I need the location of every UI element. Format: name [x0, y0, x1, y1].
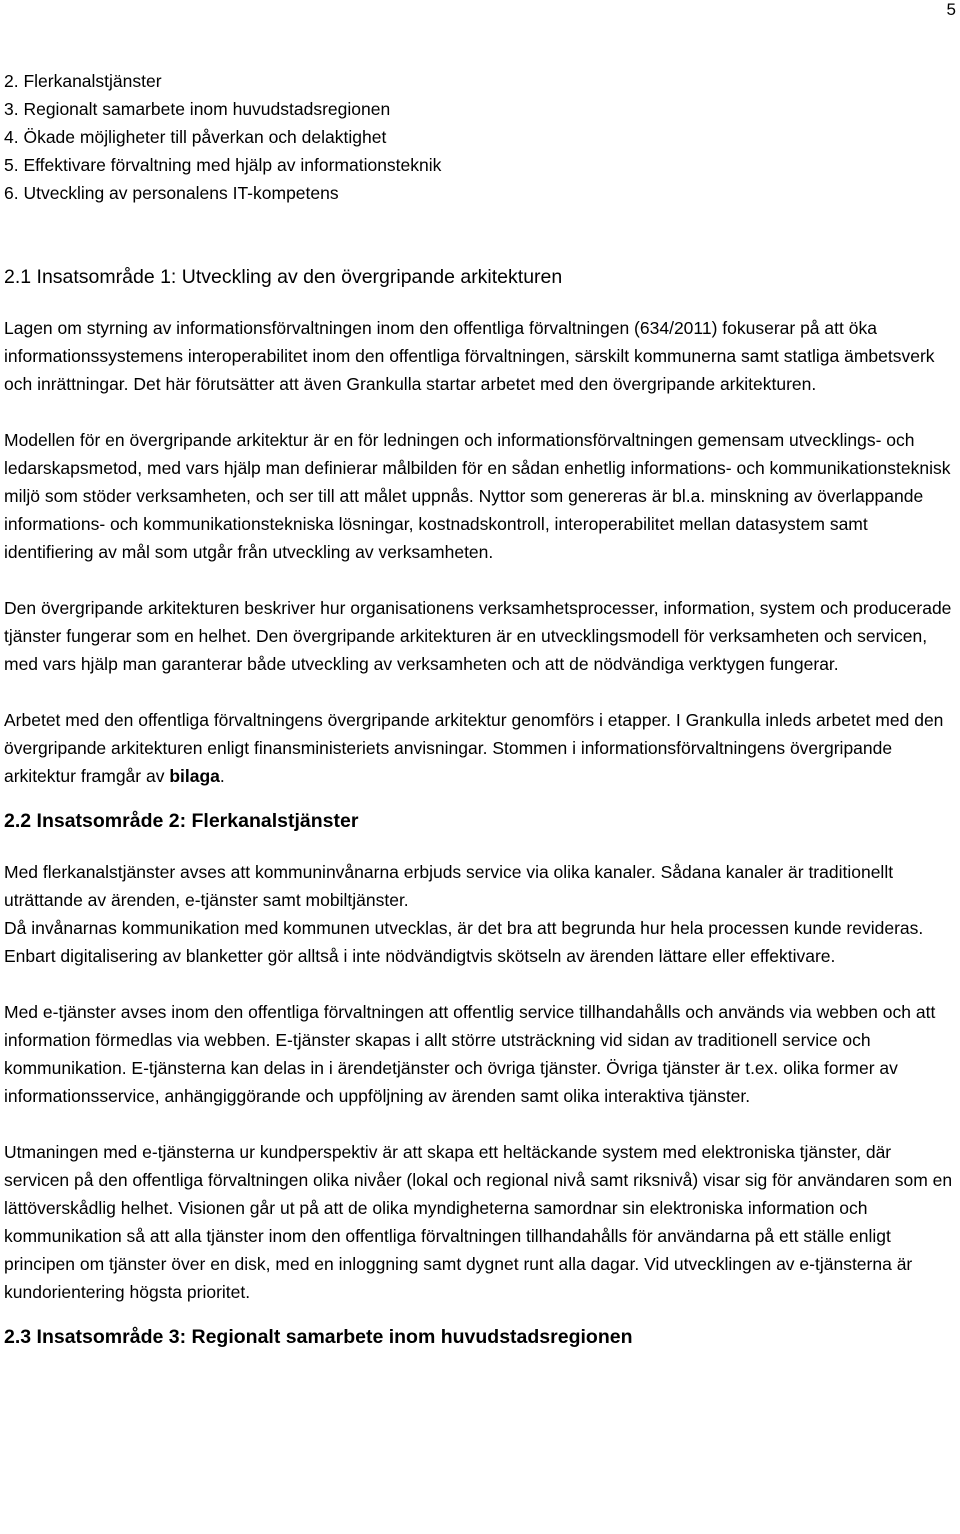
attachment-reference: bilaga [169, 766, 220, 786]
section-2-paragraph-3: Utmaningen med e-tjänsterna ur kundperspektiv är att skapa ett heltäckande system med elektroniska tjänster, där servicen på den offentliga förvaltningen olika nivåer (lokal och regional nivå samt riksnivå) visar sig för användaren som en lättöverskådlig helhet. Visionen går ut på att de olika myndigheterna samordnar sin elektroniska information och kommunikation så att alla tjänster inom den offentliga förvaltningen tillhandahålls för användarna på ett ställe enligt principen om tjänster över en disk, med en inloggning samt dygnet runt alla dagar. Vid utvecklingen av e-tjänsterna är kundorientering högsta prioritet. [4, 1142, 953, 1302]
section-3-heading: 2.3 Insatsområde 3: Regionalt samarbete inom huvudstadsregionen [4, 1326, 633, 1348]
section-2-paragraph-1a: Med flerkanalstjänster avses att kommuninvånarna erbjuds service via olika kanaler. Sådana kanaler är traditionellt uträttande av ärenden, e-tjänster samt mobiltjänster. [4, 862, 894, 910]
section-1-paragraph-3: Den övergripande arkitekturen beskriver hur organisationens verksamhetsprocesser, information, system och producerade tjänster fungerar som en helhet. Den övergripande arkitekturen är en utvecklingsmodell för verksamheten och servicen, med vars hjälp man garanterar både utveckling av verksamheten och att de nödvändiga verktygen fungerar. [4, 598, 952, 674]
section-1-paragraph-4-text: Arbetet med den offentliga förvaltningens övergripande arkitektur genomförs i etapper. I Grankulla inleds arbetet med den övergripande arkitekturen enligt finansministeriets anvisningar. Stommen i informationsförvaltningens övergripande arkitektur framgår av [4, 710, 944, 786]
section-1-paragraph-4 [4, 706, 956, 790]
section-1-paragraph-1: Lagen om styrning av informationsförvaltningen inom den offentliga förvaltningen (634/2011) fokuserar på att öka informationssystemens interoperabilitet inom den offentliga förvaltningen, särskilt kommunerna samt statliga ämbetsverk och inrättningar. Det här förutsätter att även Grankulla startar arbetet med den övergripande arkitekturen. [4, 318, 935, 394]
toc-item: 6. Utveckling av personalens IT-kompetens [4, 183, 339, 203]
section-2-paragraph-1b: Då invånarnas kommunikation med kommunen utvecklas, är det bra att begrunda hur hela processen kunde revideras. Enbart digitalisering av blanketter gör alltså i inte nödvändigtvis skötseln av ärenden lättare eller effektivare. [4, 918, 924, 966]
toc-item: 3. Regionalt samarbete inom huvudstadsregionen [4, 99, 391, 119]
section-2-heading: 2.2 Insatsområde 2: Flerkanalstjänster [4, 810, 359, 832]
document-body [4, 67, 956, 1352]
page-number: 5 [946, 0, 956, 19]
toc-item: 2. Flerkanalstjänster [4, 71, 162, 91]
toc-item: 4. Ökade möjligheter till påverkan och delaktighet [4, 127, 387, 147]
section-2-paragraph-2: Med e-tjänster avses inom den offentliga förvaltningen att offentlig service tillhandahålls och används via webben och att information förmedlas via webben. E-tjänster skapas i allt större utsträckning vid sidan av traditionell service och kommunikation. E-tjänsterna kan delas in i ärendetjänster och övriga tjänster. Övriga tjänster är t.ex. olika former av informationsservice, anhängiggörande och uppföljning av ärenden samt olika interaktiva tjänster. [4, 1002, 936, 1106]
toc-list [4, 67, 956, 207]
section-1-heading: 2.1 Insatsområde 1: Utveckling av den övergripande arkitekturen [4, 266, 563, 288]
toc-item: 5. Effektivare förvaltning med hjälp av informationsteknik [4, 155, 442, 175]
section-1-paragraph-4-end: . [219, 766, 225, 786]
section-1-paragraph-2: Modellen för en övergripande arkitektur är en för ledningen och informationsförvaltningen gemensam utvecklings- och ledarskapsmetod, med vars hjälp man definierar målbilden för en sådan enhetlig informations- och kommunikationsteknisk miljö som stöder verksamheten, och ser till att målet uppnås. Nyttor som genereras är bl.a. minskning av överlappande informations- och kommunikationstekniska lösningar, kostnadskontroll, interoperabilitet mellan datasystem samt identifiering av mål som utgår från utveckling av verksamheten. [4, 430, 951, 562]
